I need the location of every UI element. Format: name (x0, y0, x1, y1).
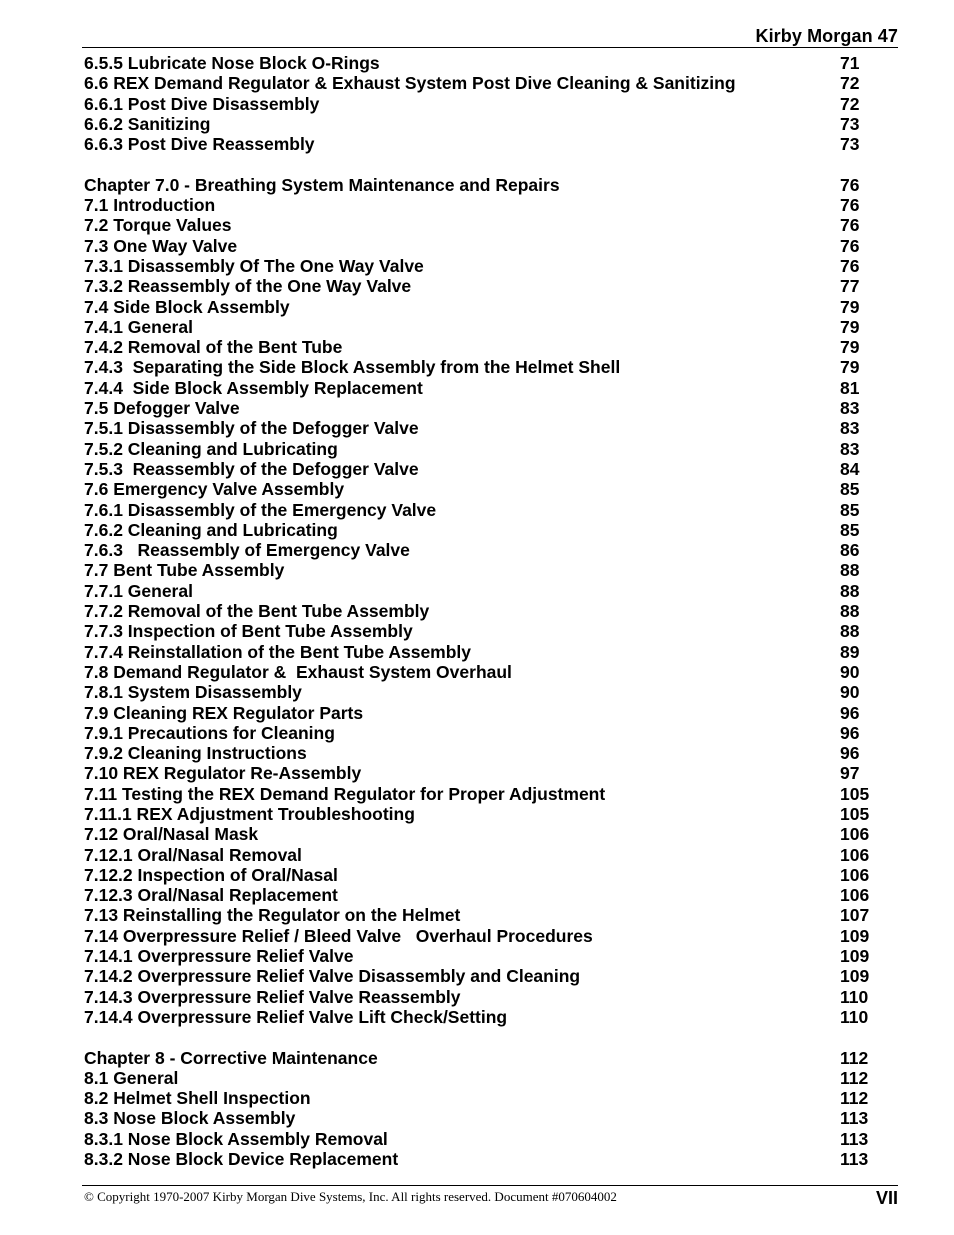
toc-entry (84, 73, 874, 93)
toc-entry-title: 7.2 Torque Values (84, 215, 232, 236)
toc-entry-page: 96 (840, 743, 860, 764)
footer-divider (82, 1185, 898, 1186)
toc-entry (84, 540, 874, 560)
toc-entry (84, 662, 874, 682)
toc-entry-page: 83 (840, 398, 860, 419)
toc-entry (84, 885, 874, 905)
toc-entry-page: 107 (840, 905, 870, 926)
toc-entry-title: 7.6 Emergency Valve Assembly (84, 479, 345, 500)
toc-entry-title: 6.6.1 Post Dive Disassembly (84, 93, 320, 114)
toc-entry-title: 8.1 General (84, 1067, 179, 1088)
toc-entry-title: 7.7.1 General (84, 580, 193, 601)
toc-entry (84, 703, 874, 723)
toc-entry-page: 88 (840, 621, 860, 642)
toc-entry (84, 398, 874, 418)
toc-entry (84, 1108, 874, 1128)
toc-entry-page: 106 (840, 885, 870, 906)
toc-entry-page: 89 (840, 641, 860, 662)
toc-entry-page: 109 (840, 925, 870, 946)
toc-entry-page: 113 (840, 1108, 869, 1129)
toc-entry-page: 109 (840, 946, 870, 967)
toc-entry-title: 7.8.1 System Disassembly (84, 682, 302, 703)
toc-entry (84, 520, 874, 540)
toc-entry (84, 763, 874, 783)
toc-entry-title: 7.14 Overpressure Relief / Bleed Valve Overhaul Procedures (84, 925, 593, 946)
toc-entry (84, 682, 874, 702)
toc-entry-title: 7.3 One Way Valve (84, 235, 238, 256)
toc-entry-title: 7.4.4 Side Block Assembly Replacement (84, 377, 423, 398)
toc-entry (84, 479, 874, 499)
toc-entry-page: 76 (840, 215, 860, 236)
toc-entry (84, 804, 874, 824)
toc-entry-page: 106 (840, 824, 870, 845)
toc-entry-page: 81 (840, 377, 860, 398)
toc-entry-page: 86 (840, 540, 860, 561)
page-header-title: Kirby Morgan 47 (755, 26, 898, 46)
toc-entry-title: 7.14.2 Overpressure Relief Valve Disassembly and Cleaning (84, 966, 581, 987)
toc-spacer (84, 1027, 874, 1047)
toc-entry (84, 215, 874, 235)
toc-entry-title: 8.3.2 Nose Block Device Replacement (84, 1149, 399, 1170)
toc-entry (84, 581, 874, 601)
toc-entry-page: 71 (840, 53, 860, 73)
toc-entry-page: 109 (840, 966, 870, 987)
toc-entry-page: 112 (840, 1067, 869, 1088)
toc-entry-page: 106 (840, 844, 870, 865)
toc-entry (84, 439, 874, 459)
toc-entry (84, 845, 874, 865)
toc-entry-title: 7.10 REX Regulator Re-Assembly (84, 763, 362, 784)
toc-entry-page: 76 (840, 235, 860, 256)
toc-entry-page: 96 (840, 722, 860, 743)
toc-entry-title: 7.6.2 Cleaning and Lubricating (84, 519, 338, 540)
toc-entry (84, 1048, 874, 1068)
toc-entry-title: 7.12.1 Oral/Nasal Removal (84, 844, 302, 865)
toc-entry (84, 621, 874, 641)
toc-entry-page: 112 (840, 1088, 869, 1109)
toc-entry-page: 113 (840, 1149, 869, 1170)
toc-entry-title: 7.14.1 Overpressure Relief Valve (84, 946, 354, 967)
toc-entry (84, 905, 874, 925)
toc-entry-page: 79 (840, 337, 860, 358)
toc-entry (84, 642, 874, 662)
toc-entry (84, 317, 874, 337)
toc-entry-page: 72 (840, 93, 860, 114)
toc-entry-page: 90 (840, 682, 860, 703)
toc-entry-page: 85 (840, 499, 860, 520)
toc-entry (84, 966, 874, 986)
toc-entry-page: 84 (840, 458, 860, 479)
toc-entry-title: 7.12 Oral/Nasal Mask (84, 824, 259, 845)
toc-entry (84, 297, 874, 317)
toc-entry-page: 79 (840, 357, 860, 378)
toc-entry-page: 79 (840, 316, 860, 337)
toc-entry-title: 7.11 Testing the REX Demand Regulator for Proper Adjustment (84, 783, 606, 804)
toc-entry-page: 83 (840, 418, 860, 439)
toc-entry-page: 97 (840, 763, 860, 784)
toc-entry (84, 743, 874, 763)
toc-entry (84, 459, 874, 479)
toc-entry (84, 1068, 874, 1088)
toc-entry (84, 418, 874, 438)
toc-entry (84, 1088, 874, 1108)
footer-copyright: © Copyright 1970-2007 Kirby Morgan Dive Systems, Inc. All rights reserved. Document #070604002 (84, 1189, 617, 1204)
toc-entry-title: 7.9 Cleaning REX Regulator Parts (84, 702, 364, 723)
toc-entry-title: 7.7.4 Reinstallation of the Bent Tube Assembly (84, 641, 472, 662)
toc-entry-title: 7.1 Introduction (84, 195, 216, 216)
toc-entry-title: 7.5.2 Cleaning and Lubricating (84, 438, 338, 459)
toc-entry (84, 865, 874, 885)
toc-entry (84, 1149, 874, 1169)
toc-entry-title: Chapter 7.0 - Breathing System Maintenance and Repairs (84, 174, 560, 195)
toc-entry-page: 105 (840, 783, 870, 804)
toc-entry-page: 83 (840, 438, 860, 459)
toc-entry-title: 7.11.1 REX Adjustment Troubleshooting (84, 803, 415, 824)
toc-entry (84, 114, 874, 134)
toc-entry (84, 946, 874, 966)
toc-entry-title: 7.14.3 Overpressure Relief Valve Reassembly (84, 986, 461, 1007)
toc-entry-title: 7.7.2 Removal of the Bent Tube Assembly (84, 601, 430, 622)
table-of-contents (84, 53, 874, 1169)
toc-entry-page: 76 (840, 195, 860, 216)
toc-entry-title: 7.6.3 Reassembly of Emergency Valve (84, 540, 410, 561)
toc-entry-title: 7.4 Side Block Assembly (84, 296, 290, 317)
toc-entry-page: 96 (840, 702, 860, 723)
toc-entry-page: 88 (840, 601, 860, 622)
toc-entry (84, 378, 874, 398)
footer-page-number: VII (875, 1188, 898, 1208)
toc-entry-title: 7.4.1 General (84, 316, 193, 337)
toc-entry-page: 106 (840, 864, 870, 885)
toc-spacer (84, 154, 874, 174)
toc-entry-title: 7.7.3 Inspection of Bent Tube Assembly (84, 621, 413, 642)
toc-entry-title: 7.7 Bent Tube Assembly (84, 560, 285, 581)
toc-entry-title: 7.9.1 Precautions for Cleaning (84, 722, 335, 743)
toc-entry (84, 1129, 874, 1149)
toc-entry (84, 784, 874, 804)
toc-entry (84, 987, 874, 1007)
toc-entry-page: 110 (840, 986, 869, 1007)
toc-entry-page: 79 (840, 296, 860, 317)
toc-entry-title: 6.6 REX Demand Regulator & Exhaust System Post Dive Cleaning & Sanitizing (84, 73, 736, 94)
toc-entry-title: 7.6.1 Disassembly of the Emergency Valve (84, 499, 437, 520)
toc-entry-title: 7.4.2 Removal of the Bent Tube (84, 337, 343, 358)
toc-entry (84, 195, 874, 215)
toc-entry-title: 7.8 Demand Regulator & Exhaust System Overhaul (84, 661, 512, 682)
toc-entry-page: 88 (840, 560, 860, 581)
header-divider (82, 47, 898, 48)
toc-entry-title: 7.5 Defogger Valve (84, 398, 240, 419)
toc-entry-title: 8.2 Helmet Shell Inspection (84, 1088, 311, 1109)
toc-entry-title: 7.3.1 Disassembly Of The One Way Valve (84, 255, 424, 276)
toc-entry-title: 8.3 Nose Block Assembly (84, 1108, 296, 1129)
toc-entry (84, 500, 874, 520)
toc-entry-page: 76 (840, 174, 860, 195)
toc-entry-title: 7.4.3 Separating the Side Block Assembly from the Helmet Shell (84, 357, 621, 378)
toc-entry-page: 73 (840, 134, 860, 155)
toc-entry-title: 7.12.3 Oral/Nasal Replacement (84, 885, 338, 906)
toc-entry (84, 601, 874, 621)
toc-entry (84, 337, 874, 357)
toc-entry (84, 134, 874, 154)
toc-entry (84, 723, 874, 743)
toc-entry (84, 357, 874, 377)
toc-entry (84, 276, 874, 296)
toc-entry (84, 824, 874, 844)
toc-entry (84, 1007, 874, 1027)
toc-entry-page: 72 (840, 73, 860, 94)
toc-entry-page: 112 (840, 1047, 869, 1068)
toc-entry-title: 7.5.3 Reassembly of the Defogger Valve (84, 458, 419, 479)
toc-entry (84, 53, 874, 73)
toc-entry-title: Chapter 8 - Corrective Maintenance (84, 1047, 378, 1068)
toc-entry-title: 7.13 Reinstalling the Regulator on the Helmet (84, 905, 461, 926)
toc-entry-page: 90 (840, 661, 860, 682)
toc-entry-title: 6.5.5 Lubricate Nose Block O-Rings (84, 53, 380, 73)
toc-entry-title: 7.12.2 Inspection of Oral/Nasal (84, 864, 338, 885)
toc-entry (84, 926, 874, 946)
toc-entry-page: 113 (840, 1128, 869, 1149)
toc-entry-title: 8.3.1 Nose Block Assembly Removal (84, 1128, 388, 1149)
toc-entry-page: 110 (840, 1006, 869, 1027)
toc-entry-title: 7.9.2 Cleaning Instructions (84, 743, 307, 764)
toc-entry-title: 6.6.2 Sanitizing (84, 113, 211, 134)
toc-entry-title: 7.14.4 Overpressure Relief Valve Lift Check/Setting (84, 1006, 508, 1027)
toc-entry (84, 94, 874, 114)
toc-entry-page: 105 (840, 803, 870, 824)
toc-entry (84, 175, 874, 195)
toc-entry (84, 236, 874, 256)
toc-entry (84, 256, 874, 276)
toc-entry-page: 77 (840, 276, 860, 297)
toc-entry (84, 560, 874, 580)
toc-entry-title: 6.6.3 Post Dive Reassembly (84, 134, 315, 155)
toc-entry-page: 85 (840, 479, 860, 500)
toc-entry-page: 73 (840, 113, 860, 134)
toc-entry-page: 85 (840, 519, 860, 540)
toc-entry-page: 88 (840, 580, 860, 601)
toc-entry-title: 7.5.1 Disassembly of the Defogger Valve (84, 418, 419, 439)
toc-entry-page: 76 (840, 255, 860, 276)
toc-entry-title: 7.3.2 Reassembly of the One Way Valve (84, 276, 412, 297)
